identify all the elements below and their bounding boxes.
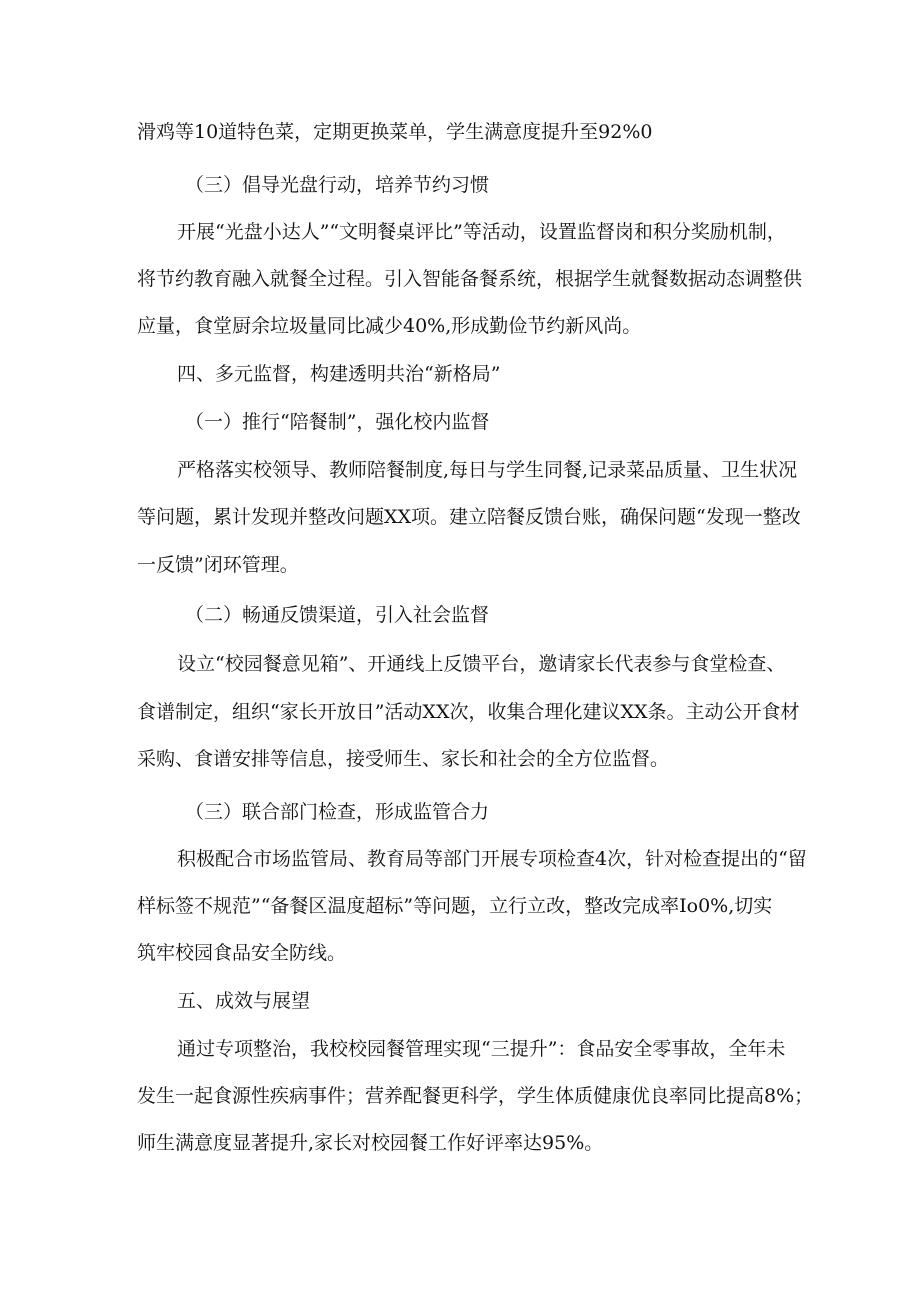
subheading: （三）联合部门检查，形成监管合力 [185,801,490,823]
paragraph-line: 通过专项整治，我校校园餐管理实现“三提升”：食品安全零事故，全年未 [177,1038,786,1060]
paragraph-line: 应量，食堂厨余垃圾量同比减少40%,形成勤俭节约新风尚。 [137,315,642,337]
paragraph-line: 筑牢校园食品安全防线。 [137,942,347,964]
subheading: （一）推行“陪餐制”，强化校内监督 [185,411,490,433]
paragraph-line: 开展“光盘小达人”“文明餐桌评比”等活动，设置监督岗和积分奖励机制， [177,221,786,243]
paragraph-line: 师生满意度显著提升,家长对校园餐工作好评率达95%。 [137,1132,604,1154]
paragraph-line: 滑鸡等10道特色菜，定期更换菜单，学生满意度提升至92%0 [137,121,653,143]
paragraph-line: 严格落实校领导、教师陪餐制度,每日与学生同餐,记录菜品质量、卫生状况 [177,459,798,481]
paragraph-line: 设立“校园餐意见箱”、开通线上反馈平台，邀请家长代表参与食堂检查、 [177,653,786,675]
paragraph-line: 等问题，累计发现并整改问题XX项。建立陪餐反馈台账，确保问题“发现一整改 [137,506,801,528]
paragraph-line: 采购、食谱安排等信息，接受师生、家长和社会的全方位监督。 [137,748,670,770]
paragraph-line: 发生一起食源性疾病事件；营养配餐更科学，学生体质健康优良率同比提高8%； [137,1085,814,1107]
paragraph-line: 一反馈”闭环管理。 [137,554,299,576]
paragraph-line: 积极配合市场监管局、教育局等部门开展专项检查4次，针对检查提出的“留 [177,848,807,870]
paragraph-line: 将节约教育融入就餐全过程。引入智能备餐系统，根据学生就餐数据动态调整供 [137,268,803,290]
subheading: （三）倡导光盘行动，培养节约习惯 [185,174,490,196]
section-heading: 五、成效与展望 [177,990,311,1012]
section-heading: 四、多元监督，构建透明共治“新格局” [177,363,501,385]
paragraph-line: 样标签不规范”“备餐区温度超标”等问题，立行立改，整改完成率Io0%,切实 [137,895,773,917]
paragraph-line: 食谱制定，组织“家长开放日”活动XX次，收集合理化建议XX条。主动公开食材 [137,701,800,723]
subheading: （二）畅通反馈渠道，引入社会监督 [185,604,490,626]
